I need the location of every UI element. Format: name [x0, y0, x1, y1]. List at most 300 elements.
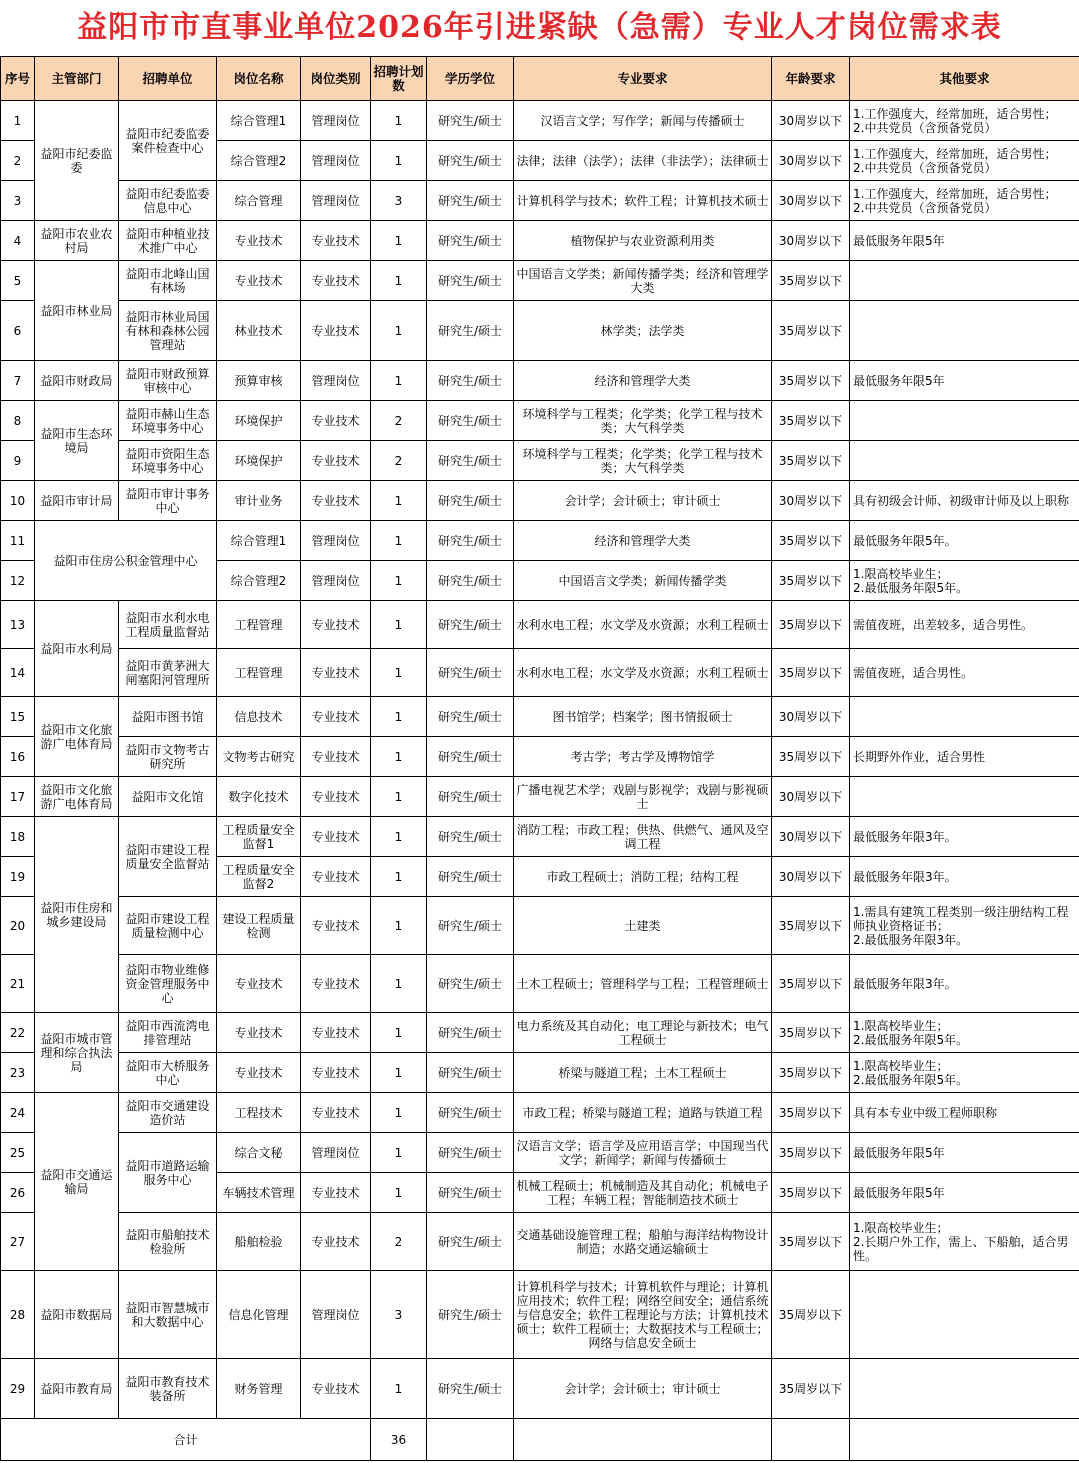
cell-type: 专业技术: [301, 649, 371, 697]
cell-type: 专业技术: [301, 857, 371, 897]
cell-age: 35周岁以下: [772, 441, 850, 481]
cell-plan: 1: [371, 1173, 427, 1213]
cell-unit: 益阳市种植业技术推广中心: [119, 221, 217, 261]
cell-post: 信息化管理: [217, 1271, 301, 1359]
cell-edu: 研究生/硕士: [427, 737, 514, 777]
cell-major: 广播电视艺术学；戏剧与影视学；戏剧与影视硕士: [514, 777, 772, 817]
cell-edu: 研究生/硕士: [427, 955, 514, 1013]
cell-age: 30周岁以下: [772, 777, 850, 817]
cell-age: 35周岁以下: [772, 1213, 850, 1271]
total-edu: [427, 1419, 514, 1461]
cell-type: 专业技术: [301, 601, 371, 649]
cell-seq: 1: [1, 101, 35, 141]
table-row: [1, 1093, 1079, 1133]
table-row: [1, 301, 1079, 361]
cell-major: 汉语言文学；写作学；新闻与传播硕士: [514, 101, 772, 141]
cell-seq: 2: [1, 141, 35, 181]
cell-type: 管理岗位: [301, 181, 371, 221]
cell-age: 30周岁以下: [772, 817, 850, 857]
cell-age: 30周岁以下: [772, 101, 850, 141]
cell-plan: 1: [371, 1093, 427, 1133]
cell-type: 管理岗位: [301, 1271, 371, 1359]
cell-major: 汉语言文学；语言学及应用语言学；中国现当代文学；新闻学；新闻与传播硕士: [514, 1133, 772, 1173]
header-plan: 招聘计划数: [371, 57, 427, 101]
header-seq: 序号: [1, 57, 35, 101]
cell-type: 专业技术: [301, 1053, 371, 1093]
cell-age: 35周岁以下: [772, 955, 850, 1013]
cell-edu: 研究生/硕士: [427, 1173, 514, 1213]
cell-seq: 11: [1, 521, 35, 561]
cell-seq: 23: [1, 1053, 35, 1093]
cell-plan: 2: [371, 1213, 427, 1271]
cell-other: 1.限高校毕业生； 2.最低服务年限5年。: [850, 561, 1079, 601]
cell-major: 水利水电工程；水文学及水资源；水利工程硕士: [514, 649, 772, 697]
header-other: 其他要求: [850, 57, 1079, 101]
cell-plan: 1: [371, 857, 427, 897]
header-type: 岗位类别: [301, 57, 371, 101]
header-unit: 招聘单位: [119, 57, 217, 101]
cell-edu: 研究生/硕士: [427, 857, 514, 897]
cell-unit: 益阳市建设工程质量安全监督站: [119, 817, 217, 897]
table-row: [1, 955, 1079, 1013]
cell-dept: 益阳市文化旅游广电体育局: [35, 697, 119, 777]
table-body: [1, 101, 1079, 1461]
cell-edu: 研究生/硕士: [427, 521, 514, 561]
cell-edu: 研究生/硕士: [427, 817, 514, 857]
cell-edu: 研究生/硕士: [427, 401, 514, 441]
cell-age: 35周岁以下: [772, 261, 850, 301]
total-row: [1, 1419, 1079, 1461]
cell-seq: 4: [1, 221, 35, 261]
cell-plan: 1: [371, 1053, 427, 1093]
cell-other: 具有本专业中级工程师职称: [850, 1093, 1079, 1133]
cell-dept-unit: 益阳市住房公积金管理中心: [35, 521, 217, 601]
cell-edu: 研究生/硕士: [427, 181, 514, 221]
cell-other: 1.需具有建筑工程类别一级注册结构工程师执业资格证书； 2.最低服务年限3年。: [850, 897, 1079, 955]
cell-post: 船舶检验: [217, 1213, 301, 1271]
cell-post: 专业技术: [217, 955, 301, 1013]
cell-other: 最低服务年限3年。: [850, 817, 1079, 857]
cell-age: 35周岁以下: [772, 1271, 850, 1359]
table-row: [1, 1013, 1079, 1053]
cell-edu: 研究生/硕士: [427, 1213, 514, 1271]
cell-seq: 26: [1, 1173, 35, 1213]
cell-post: 环境保护: [217, 401, 301, 441]
cell-seq: 18: [1, 817, 35, 857]
cell-dept: 益阳市审计局: [35, 481, 119, 521]
cell-seq: 13: [1, 601, 35, 649]
cell-seq: 7: [1, 361, 35, 401]
cell-unit: 益阳市西流湾电排管理站: [119, 1013, 217, 1053]
cell-age: 35周岁以下: [772, 1053, 850, 1093]
cell-dept: 益阳市教育局: [35, 1359, 119, 1419]
cell-edu: 研究生/硕士: [427, 361, 514, 401]
cell-unit: 益阳市黄茅洲大闸塞阳河管理所: [119, 649, 217, 697]
cell-age: 35周岁以下: [772, 1133, 850, 1173]
cell-seq: 22: [1, 1013, 35, 1053]
cell-type: 专业技术: [301, 955, 371, 1013]
cell-plan: 1: [371, 737, 427, 777]
cell-post: 环境保护: [217, 441, 301, 481]
cell-major: 植物保护与农业资源利用类: [514, 221, 772, 261]
cell-unit: 益阳市赫山生态环境事务中心: [119, 401, 217, 441]
cell-plan: 3: [371, 181, 427, 221]
cell-major: 林学类；法学类: [514, 301, 772, 361]
cell-seq: 6: [1, 301, 35, 361]
table-row: [1, 737, 1079, 777]
table-row: [1, 1133, 1079, 1173]
cell-post: 车辆技术管理: [217, 1173, 301, 1213]
cell-type: 管理岗位: [301, 141, 371, 181]
cell-major: 环境科学与工程类；化学类；化学工程与技术类；大气科学类: [514, 441, 772, 481]
cell-seq: 12: [1, 561, 35, 601]
cell-other: 需值夜班，适合男性。: [850, 649, 1079, 697]
cell-major: 中国语言文学类；新闻传播学类: [514, 561, 772, 601]
cell-type: 专业技术: [301, 737, 371, 777]
table-row: [1, 1271, 1079, 1359]
cell-unit: 益阳市物业维修资金管理服务中心: [119, 955, 217, 1013]
cell-unit: 益阳市林业局国有林和森林公园管理站: [119, 301, 217, 361]
total-label: 合计: [1, 1419, 371, 1461]
cell-type: 管理岗位: [301, 521, 371, 561]
cell-seq: 17: [1, 777, 35, 817]
cell-edu: 研究生/硕士: [427, 697, 514, 737]
cell-edu: 研究生/硕士: [427, 1093, 514, 1133]
cell-unit: 益阳市文化馆: [119, 777, 217, 817]
cell-type: 管理岗位: [301, 101, 371, 141]
cell-major: 计算机科学与技术；软件工程；计算机技术硕士: [514, 181, 772, 221]
cell-post: 综合管理2: [217, 561, 301, 601]
cell-other: 1.限高校毕业生； 2.长期户外工作，需上、下船舶，适合男性。: [850, 1213, 1079, 1271]
cell-type: 管理岗位: [301, 561, 371, 601]
cell-seq: 3: [1, 181, 35, 221]
cell-major: 市政工程；桥梁与隧道工程；道路与铁道工程: [514, 1093, 772, 1133]
job-table: [0, 56, 1079, 1461]
cell-unit: 益阳市大桥服务中心: [119, 1053, 217, 1093]
table-row: [1, 521, 1079, 561]
cell-major: 经济和管理学大类: [514, 361, 772, 401]
cell-plan: 1: [371, 817, 427, 857]
cell-plan: 1: [371, 601, 427, 649]
cell-plan: 2: [371, 441, 427, 481]
table-row: [1, 697, 1079, 737]
cell-major: 法律；法律（法学）；法律（非法学）；法律硕士: [514, 141, 772, 181]
cell-edu: 研究生/硕士: [427, 441, 514, 481]
cell-edu: 研究生/硕士: [427, 777, 514, 817]
cell-plan: 1: [371, 481, 427, 521]
cell-other: 最低服务年限5年: [850, 1173, 1079, 1213]
cell-age: 30周岁以下: [772, 697, 850, 737]
cell-unit: 益阳市智慧城市和大数据中心: [119, 1271, 217, 1359]
cell-dept: 益阳市文化旅游广电体育局: [35, 777, 119, 817]
total-plan: 36: [371, 1419, 427, 1461]
table-row: [1, 101, 1079, 141]
header-row: [1, 57, 1079, 101]
cell-other: [850, 777, 1079, 817]
cell-age: 35周岁以下: [772, 897, 850, 955]
cell-age: 35周岁以下: [772, 561, 850, 601]
cell-type: 专业技术: [301, 1213, 371, 1271]
cell-post: 专业技术: [217, 1013, 301, 1053]
cell-plan: 1: [371, 955, 427, 1013]
cell-post: 建设工程质量检测: [217, 897, 301, 955]
cell-dept: 益阳市财政局: [35, 361, 119, 401]
table-row: [1, 649, 1079, 697]
cell-edu: 研究生/硕士: [427, 1359, 514, 1419]
cell-seq: 24: [1, 1093, 35, 1133]
cell-post: 工程技术: [217, 1093, 301, 1133]
cell-type: 专业技术: [301, 697, 371, 737]
cell-other: 最低服务年限3年。: [850, 857, 1079, 897]
cell-plan: 1: [371, 697, 427, 737]
cell-post: 财务管理: [217, 1359, 301, 1419]
cell-other: 1.工作强度大，经常加班，适合男性； 2.中共党员（含预备党员）: [850, 141, 1079, 181]
cell-major: 图书馆学；档案学；图书情报硕士: [514, 697, 772, 737]
cell-other: 1.工作强度大，经常加班，适合男性； 2.中共党员（含预备党员）: [850, 101, 1079, 141]
cell-age: 35周岁以下: [772, 1359, 850, 1419]
cell-post: 工程管理: [217, 649, 301, 697]
cell-type: 专业技术: [301, 221, 371, 261]
cell-seq: 29: [1, 1359, 35, 1419]
cell-other: 1.限高校毕业生； 2.最低服务年限5年。: [850, 1053, 1079, 1093]
cell-major: 土建类: [514, 897, 772, 955]
cell-other: [850, 401, 1079, 441]
cell-unit: 益阳市道路运输服务中心: [119, 1133, 217, 1213]
cell-type: 专业技术: [301, 777, 371, 817]
cell-seq: 8: [1, 401, 35, 441]
cell-dept: 益阳市水利局: [35, 601, 119, 697]
cell-type: 专业技术: [301, 1093, 371, 1133]
cell-post: 综合文秘: [217, 1133, 301, 1173]
cell-other: 具有初级会计师、初级审计师及以上职称: [850, 481, 1079, 521]
table-row: [1, 181, 1079, 221]
cell-post: 工程管理: [217, 601, 301, 649]
cell-seq: 14: [1, 649, 35, 697]
cell-seq: 16: [1, 737, 35, 777]
table-row: [1, 1213, 1079, 1271]
cell-post: 专业技术: [217, 1053, 301, 1093]
cell-type: 专业技术: [301, 441, 371, 481]
page-title: 益阳市市直事业单位2026年引进紧缺（急需）专业人才岗位需求表: [77, 10, 1002, 45]
table-row: [1, 361, 1079, 401]
cell-age: 35周岁以下: [772, 401, 850, 441]
cell-unit: 益阳市船舶技术检验所: [119, 1213, 217, 1271]
total-other: [850, 1419, 1079, 1461]
cell-major: 经济和管理学大类: [514, 521, 772, 561]
header-major: 专业要求: [514, 57, 772, 101]
cell-major: 会计学；会计硕士；审计硕士: [514, 1359, 772, 1419]
cell-plan: 3: [371, 1271, 427, 1359]
cell-post: 综合管理1: [217, 101, 301, 141]
cell-age: 35周岁以下: [772, 649, 850, 697]
cell-age: 35周岁以下: [772, 1093, 850, 1133]
cell-type: 管理岗位: [301, 1133, 371, 1173]
cell-major: 电力系统及其自动化；电工理论与新技术；电气工程硕士: [514, 1013, 772, 1053]
cell-major: 中国语言文学类；新闻传播学类；经济和管理学大类: [514, 261, 772, 301]
cell-dept: 益阳市住房和城乡建设局: [35, 817, 119, 1013]
cell-unit: 益阳市水利水电工程质量监督站: [119, 601, 217, 649]
cell-unit: 益阳市审计事务中心: [119, 481, 217, 521]
cell-dept: 益阳市纪委监委: [35, 101, 119, 221]
cell-edu: 研究生/硕士: [427, 1013, 514, 1053]
cell-type: 专业技术: [301, 1359, 371, 1419]
cell-seq: 5: [1, 261, 35, 301]
cell-plan: 1: [371, 897, 427, 955]
cell-other: 最低服务年限5年: [850, 1133, 1079, 1173]
cell-type: 专业技术: [301, 401, 371, 441]
cell-type: 专业技术: [301, 481, 371, 521]
header-post: 岗位名称: [217, 57, 301, 101]
cell-dept: 益阳市农业农村局: [35, 221, 119, 261]
cell-major: 环境科学与工程类；化学类；化学工程与技术类；大气科学类: [514, 401, 772, 441]
cell-unit: 益阳市建设工程质量检测中心: [119, 897, 217, 955]
cell-age: 35周岁以下: [772, 301, 850, 361]
cell-major: 交通基础设施管理工程；船舶与海洋结构物设计制造；水路交通运输硕士: [514, 1213, 772, 1271]
table-row: [1, 221, 1079, 261]
cell-type: 专业技术: [301, 817, 371, 857]
cell-dept: 益阳市林业局: [35, 261, 119, 361]
cell-post: 文物考古研究: [217, 737, 301, 777]
table-row: [1, 401, 1079, 441]
cell-type: 专业技术: [301, 897, 371, 955]
cell-seq: 27: [1, 1213, 35, 1271]
cell-post: 林业技术: [217, 301, 301, 361]
cell-age: 30周岁以下: [772, 221, 850, 261]
cell-major: 计算机科学与技术；计算机软件与理论；计算机应用技术；软件工程；网络空间安全；通信系统与信息安全；软件工程理论与方法；计算机技术硕士；软件工程硕士；大数据技术与工程硕士；网络与信息安全硕士: [514, 1271, 772, 1359]
cell-plan: 1: [371, 1359, 427, 1419]
cell-dept: 益阳市生态环境局: [35, 401, 119, 481]
cell-post: 预算审核: [217, 361, 301, 401]
cell-age: 35周岁以下: [772, 521, 850, 561]
cell-post: 审计业务: [217, 481, 301, 521]
cell-post: 数字化技术: [217, 777, 301, 817]
cell-seq: 15: [1, 697, 35, 737]
cell-plan: 2: [371, 401, 427, 441]
cell-plan: 1: [371, 261, 427, 301]
cell-plan: 1: [371, 141, 427, 181]
total-age: [772, 1419, 850, 1461]
table-row: [1, 441, 1079, 481]
cell-seq: 25: [1, 1133, 35, 1173]
cell-type: 专业技术: [301, 1173, 371, 1213]
cell-unit: 益阳市纪委监委信息中心: [119, 181, 217, 221]
cell-edu: 研究生/硕士: [427, 141, 514, 181]
cell-seq: 19: [1, 857, 35, 897]
cell-plan: 1: [371, 649, 427, 697]
cell-other: [850, 1359, 1079, 1419]
cell-major: 考古学；考古学及博物馆学: [514, 737, 772, 777]
cell-edu: 研究生/硕士: [427, 1053, 514, 1093]
cell-major: 土木工程硕士；管理科学与工程；工程管理硕士: [514, 955, 772, 1013]
cell-other: [850, 441, 1079, 481]
cell-edu: 研究生/硕士: [427, 561, 514, 601]
cell-seq: 20: [1, 897, 35, 955]
cell-other: 1.工作强度大，经常加班，适合男性； 2.中共党员（含预备党员）: [850, 181, 1079, 221]
cell-unit: 益阳市图书馆: [119, 697, 217, 737]
cell-post: 专业技术: [217, 221, 301, 261]
cell-age: 30周岁以下: [772, 141, 850, 181]
cell-edu: 研究生/硕士: [427, 1271, 514, 1359]
cell-major: 消防工程；市政工程；供热、供燃气、通风及空调工程: [514, 817, 772, 857]
cell-post: 工程质量安全监督2: [217, 857, 301, 897]
cell-dept: 益阳市数据局: [35, 1271, 119, 1359]
cell-major: 市政工程硕士；消防工程；结构工程: [514, 857, 772, 897]
cell-other: 最低服务年限5年: [850, 221, 1079, 261]
cell-age: 30周岁以下: [772, 181, 850, 221]
cell-plan: 1: [371, 561, 427, 601]
cell-type: 专业技术: [301, 1013, 371, 1053]
cell-major: 机械工程硕士；机械制造及其自动化；机械电子工程；车辆工程；智能制造技术硕士: [514, 1173, 772, 1213]
cell-unit: 益阳市北峰山国有林场: [119, 261, 217, 301]
cell-edu: 研究生/硕士: [427, 221, 514, 261]
cell-edu: 研究生/硕士: [427, 261, 514, 301]
cell-major: 桥梁与隧道工程；土木工程硕士: [514, 1053, 772, 1093]
cell-other: 1.限高校毕业生； 2.最低服务年限5年。: [850, 1013, 1079, 1053]
cell-other: 最低服务年限5年。: [850, 521, 1079, 561]
cell-age: 30周岁以下: [772, 481, 850, 521]
cell-edu: 研究生/硕士: [427, 301, 514, 361]
table-row: [1, 601, 1079, 649]
cell-unit: 益阳市财政预算审核中心: [119, 361, 217, 401]
cell-plan: 1: [371, 101, 427, 141]
cell-dept: 益阳市交通运输局: [35, 1093, 119, 1271]
cell-post: 工程质量安全监督1: [217, 817, 301, 857]
table-row: [1, 897, 1079, 955]
cell-plan: 1: [371, 1013, 427, 1053]
cell-other: 最低服务年限5年: [850, 361, 1079, 401]
cell-post: 专业技术: [217, 261, 301, 301]
cell-seq: 9: [1, 441, 35, 481]
cell-type: 管理岗位: [301, 361, 371, 401]
table-row: [1, 817, 1079, 857]
cell-other: [850, 261, 1079, 301]
cell-other: 最低服务年限3年。: [850, 955, 1079, 1013]
cell-edu: 研究生/硕士: [427, 601, 514, 649]
cell-seq: 21: [1, 955, 35, 1013]
cell-edu: 研究生/硕士: [427, 101, 514, 141]
cell-other: [850, 1271, 1079, 1359]
cell-other: [850, 301, 1079, 361]
cell-edu: 研究生/硕士: [427, 1133, 514, 1173]
cell-age: 35周岁以下: [772, 1173, 850, 1213]
cell-seq: 28: [1, 1271, 35, 1359]
table-row: [1, 777, 1079, 817]
cell-other: 长期野外作业，适合男性: [850, 737, 1079, 777]
total-major: [514, 1419, 772, 1461]
header-age: 年龄要求: [772, 57, 850, 101]
cell-unit: 益阳市纪委监委案件检查中心: [119, 101, 217, 181]
cell-post: 综合管理: [217, 181, 301, 221]
cell-unit: 益阳市文物考古研究所: [119, 737, 217, 777]
cell-age: 35周岁以下: [772, 1013, 850, 1053]
cell-seq: 10: [1, 481, 35, 521]
cell-post: 综合管理1: [217, 521, 301, 561]
cell-plan: 1: [371, 301, 427, 361]
cell-type: 专业技术: [301, 261, 371, 301]
cell-unit: 益阳市交通建设造价站: [119, 1093, 217, 1133]
cell-age: 35周岁以下: [772, 737, 850, 777]
header-edu: 学历学位: [427, 57, 514, 101]
cell-plan: 1: [371, 777, 427, 817]
cell-post: 综合管理2: [217, 141, 301, 181]
cell-type: 专业技术: [301, 301, 371, 361]
cell-dept: 益阳市城市管理和综合执法局: [35, 1013, 119, 1093]
cell-plan: 1: [371, 521, 427, 561]
cell-edu: 研究生/硕士: [427, 481, 514, 521]
table-row: [1, 261, 1079, 301]
cell-age: 30周岁以下: [772, 857, 850, 897]
cell-age: 35周岁以下: [772, 601, 850, 649]
